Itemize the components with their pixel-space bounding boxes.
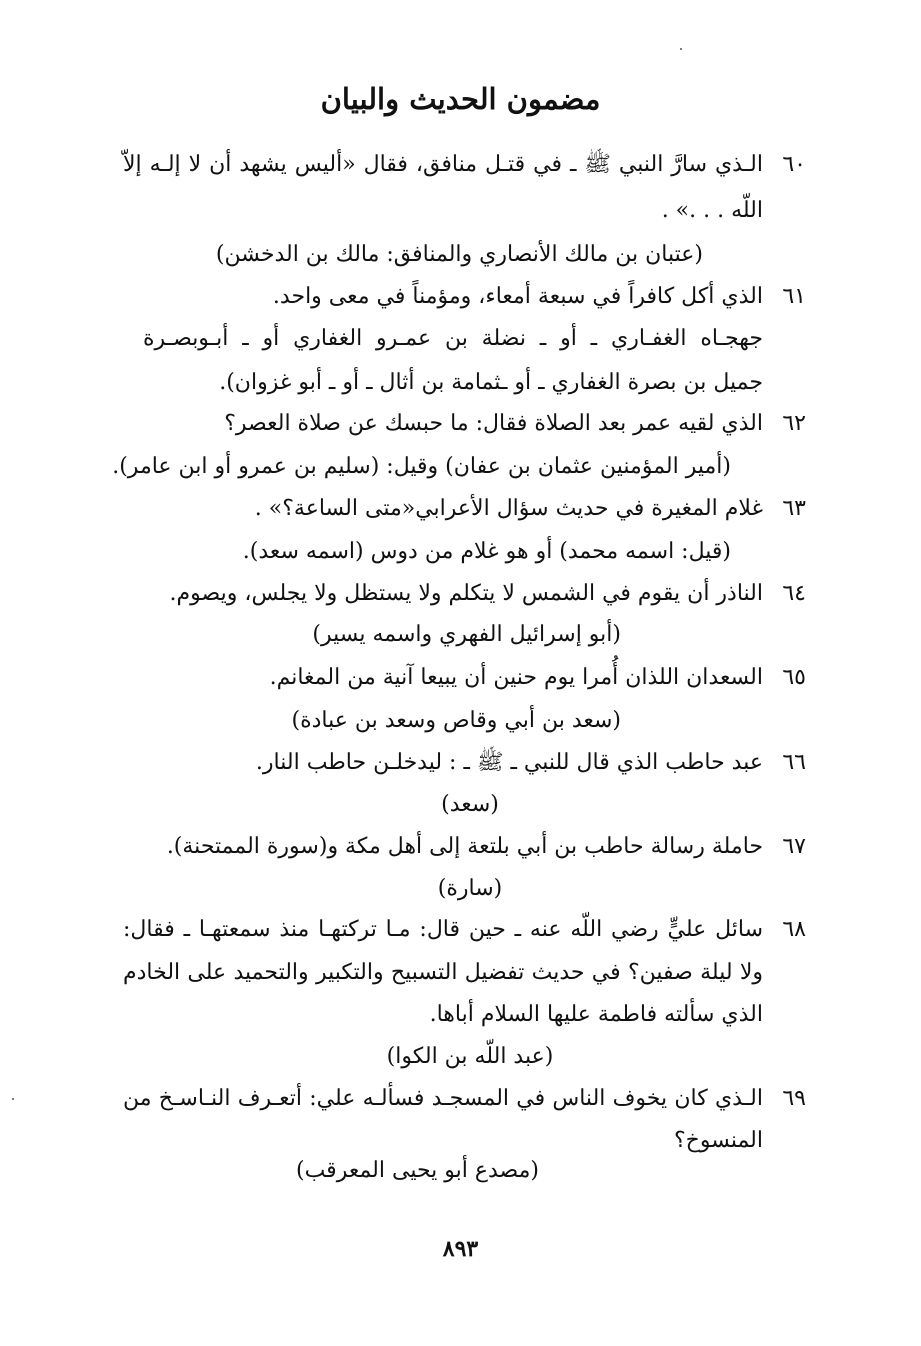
entry-text: الذي سألته فاطمة عليها السلام أباها.: [429, 1002, 763, 1027]
entry-number: ٦٣: [782, 496, 806, 521]
entry-answer: (سعد): [441, 792, 499, 817]
entry-number: ٦٢: [782, 411, 806, 436]
entry-answer: (سارة): [437, 876, 503, 901]
entry-text: غلام المغيرة في حديث سؤال الأعرابي«متى الساعة؟» .: [254, 496, 763, 521]
entry-text: الـذي سارَّ النبي ﷺ ـ في قتـل منافق، فقال «أليس يشهد أن لا إلـه إلاّ: [123, 152, 763, 177]
entry-number: ٦٩: [782, 1086, 806, 1111]
entry-answer: جهجـاه الغفـاري ـ أو ـ نضلة بن عمـرو الغفاري أو ـ أبـوبصـرة: [143, 326, 763, 351]
entry-number: ٦٤: [782, 581, 806, 606]
entry-number: ٦٧: [782, 834, 806, 859]
entry-text: عبد حاطب الذي قال للنبي ـ ﷺ ـ : ليدخلـن حاطب النار.: [255, 750, 763, 775]
entry-text: السعدان اللذان أُمرا يوم حنين أن يبيعا آنية من المغانم.: [269, 665, 763, 690]
entry-answer: (سعد بن أبي وقاص وسعد بن عبادة): [291, 708, 621, 733]
entry-answer: (أبو إسرائيل الفهري واسمه يسير): [312, 622, 621, 647]
entry-answer: (قيل: اسمه محمد) أو هو غلام من دوس (اسمه سعد).: [242, 539, 731, 564]
entry-text: اللّه . . .» .: [661, 198, 763, 223]
entry-number: ٦١: [782, 284, 806, 309]
entry-number: ٦٥: [782, 665, 806, 690]
entry-number: ٦٠: [782, 152, 806, 177]
entry-answer: (مصدع أبو يحيى المعرقب): [296, 1158, 539, 1183]
entry-answer: (أمير المؤمنين عثمان بن عفان) وقيل: (سليم بن عمرو أو ابن عامر).: [112, 454, 731, 479]
entry-text: الناذر أن يقوم في الشمس لا يتكلم ولا يستظل ولا يجلس، ويصوم.: [169, 581, 763, 606]
entry-number: ٦٨: [782, 917, 806, 942]
entry-number: ٦٦: [782, 750, 806, 775]
page-title: مضمون الحديث والبيان: [320, 82, 601, 116]
entry-text: الذي لقيه عمر بعد الصلاة فقال: ما حبسك عن صلاة العصر؟: [224, 411, 763, 436]
entry-text: الـذي كان يخوف الناس في المسجـد فسألـه علي: أتعـرف النـاسـخ من: [123, 1086, 763, 1111]
entry-text: حاملة رسالة حاطب بن أبي بلتعة إلى أهل مكة و(سورة الممتحنة).: [166, 834, 763, 859]
speck: [680, 48, 682, 50]
entry-text: المنسوخ؟: [673, 1128, 763, 1153]
entry-text: سائل عليٍّ رضي اللّه عنه ـ حين قال: مـا تركتهـا منذ سمعتهـا ـ فقال:: [123, 917, 764, 942]
entry-answer: (عبد اللّه بن الكوا): [386, 1044, 554, 1069]
speck: [12, 1098, 14, 1100]
page-number: ٨٩٣: [442, 1236, 479, 1262]
entry-answer: جميل بن بصرة الغفاري ـ أو ـثمامة بن أثال ـ أو ـ أبو غزوان).: [219, 370, 763, 395]
entry-answer: (عتبان بن مالك الأنصاري والمنافق: مالك بن الدخشن): [215, 242, 703, 267]
entry-text: ولا ليلة صفين؟ في حديث تفضيل التسبيح والتكبير والتحميد على الخادم: [123, 960, 763, 985]
entry-text: الذي أكل كافراً في سبعة أمعاء، ومؤمناً في معى واحد.: [272, 284, 763, 309]
